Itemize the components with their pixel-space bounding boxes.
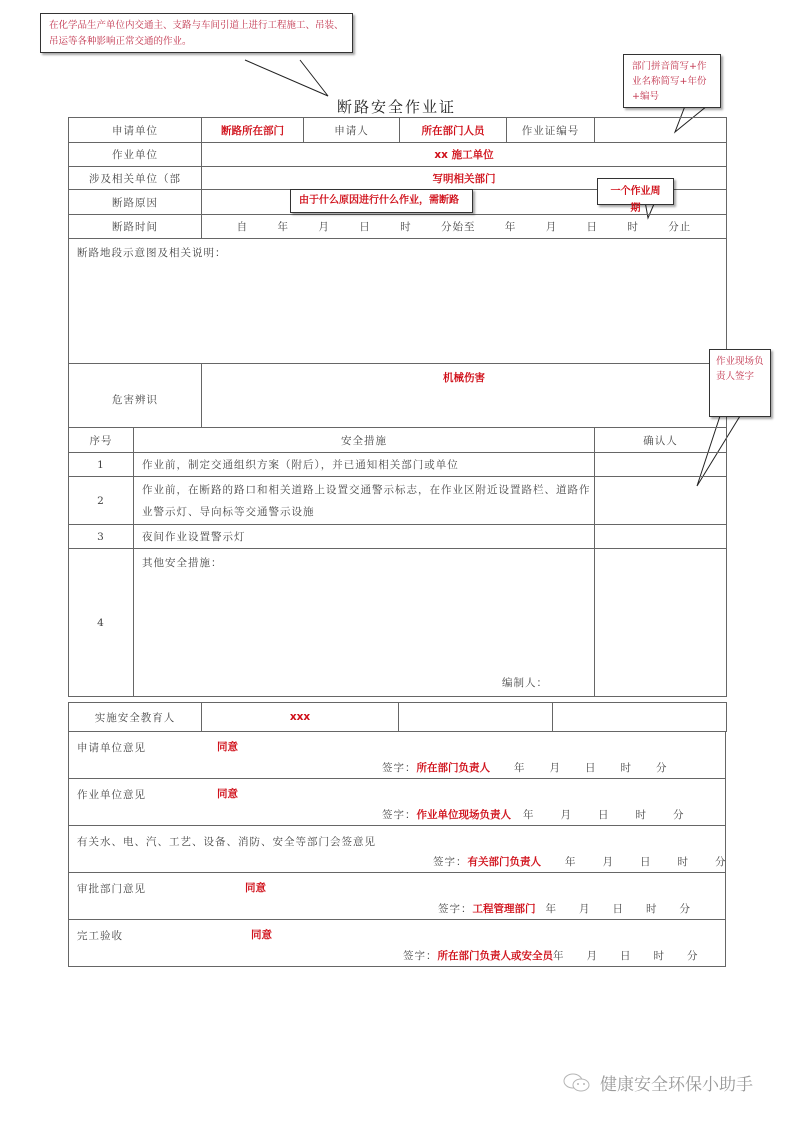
measure-no: 4: [69, 549, 134, 697]
opinion-label: 作业单位意见: [77, 789, 146, 801]
time-unit: 时: [653, 950, 665, 962]
opinion-approval-department[interactable]: [69, 873, 726, 920]
permit-number-label: 作业证编号: [507, 118, 595, 143]
related-units-label: 涉及相关单位（部: [69, 167, 202, 190]
callout-signer-note: 作业现场负责人签字: [709, 349, 771, 417]
opinion-label: 申请单位意见: [77, 742, 146, 754]
time-part: 日: [359, 221, 371, 233]
opinion-agree: 同意: [217, 788, 238, 800]
time-unit: 日: [620, 950, 632, 962]
time-part: 日: [586, 221, 599, 233]
opinion-label: 审批部门意见: [77, 883, 146, 895]
signer: 工程管理部门: [472, 903, 536, 915]
hazard-value[interactable]: 机械伤害: [202, 364, 727, 428]
callout-scope-note: 在化学品生产单位内交通主、支路与车间引道上进行工程施工、吊装、吊运等各种影响正常交通的作业。: [40, 13, 353, 53]
sign-label: 签字：: [403, 950, 438, 962]
measure-text: 夜间作业设置警示灯: [134, 525, 595, 549]
measure-confirm-field[interactable]: [595, 549, 727, 697]
time-unit: 日: [612, 903, 624, 915]
time-part: 月: [545, 221, 558, 233]
time-unit: 分: [673, 809, 685, 821]
opinion-label: 完工验收: [77, 930, 123, 942]
time-unit: 年: [565, 856, 577, 868]
other-measures-field[interactable]: [134, 549, 595, 697]
opinion-completion-acceptance[interactable]: [69, 920, 726, 967]
other-measures-label: 其他安全措施：: [142, 557, 223, 569]
sketch-area[interactable]: [69, 239, 727, 364]
sign-label: 签字：: [382, 762, 417, 774]
time-part: 时: [400, 221, 412, 233]
educator-value[interactable]: xxx: [202, 703, 399, 732]
time-part: 自: [236, 221, 249, 233]
sign-label: 签字：: [438, 903, 473, 915]
signer: 有关部门负责人: [467, 856, 541, 868]
work-unit-label: 作业单位: [69, 143, 202, 167]
applicant-value[interactable]: 所在部门人员: [400, 118, 507, 143]
applicant-unit-label: 申请单位: [69, 118, 202, 143]
educator-extra-field[interactable]: [553, 703, 727, 732]
opinions-table: [68, 731, 726, 967]
time-unit: 月: [560, 809, 572, 821]
time-unit: 月: [602, 856, 614, 868]
measure-text: 作业前，制定交通组织方案（附后），并已通知相关部门或单位: [134, 453, 595, 477]
educator-table: [68, 702, 727, 732]
measures-header-measure: 安全措施: [134, 428, 595, 453]
time-field[interactable]: [202, 215, 727, 239]
time-unit: 日: [598, 809, 610, 821]
time-unit: 分: [679, 903, 691, 915]
sign-label: 签字：: [382, 809, 417, 821]
educator-extra-field[interactable]: [399, 703, 553, 732]
time-unit: 分: [715, 856, 727, 868]
opinion-agree: 同意: [251, 929, 272, 941]
time-unit: 年: [545, 903, 557, 915]
time-unit: 时: [677, 856, 689, 868]
callout-reason-note: 由于什么原因进行什么作业，需断路: [290, 189, 473, 213]
reason-label: 断路原因: [69, 190, 202, 215]
sign-label: 签字：: [433, 856, 468, 868]
signer: 作业单位现场负责人: [416, 809, 511, 821]
time-unit: 月: [586, 950, 598, 962]
time-unit: 分: [687, 950, 699, 962]
time-part: 分止: [668, 221, 692, 233]
watermark-text: 健康安全环保小助手: [600, 1075, 753, 1095]
time-unit: 日: [640, 856, 652, 868]
opinion-related-departments[interactable]: [69, 826, 726, 873]
permit-number-field[interactable]: [595, 118, 727, 143]
time-label: 断路时间: [69, 215, 202, 239]
measure-no: 1: [69, 453, 134, 477]
related-units-value[interactable]: 写明相关部门: [202, 167, 727, 190]
time-unit: 年: [514, 762, 526, 774]
time-unit: 时: [646, 903, 658, 915]
measure-no: 3: [69, 525, 134, 549]
time-part: 月: [318, 221, 330, 233]
opinion-agree: 同意: [217, 741, 238, 753]
measure-text: 作业前，在断路的路口和相关道路上设置交通警示标志，在作业区附近设置路栏、道路作业警示灯、导向标等交通警示设施: [134, 477, 595, 525]
measure-no: 2: [69, 477, 134, 525]
watermark: [562, 1070, 753, 1095]
measure-confirm-field[interactable]: [595, 453, 727, 477]
time-unit: 月: [549, 762, 561, 774]
time-unit: 分: [656, 762, 668, 774]
opinion-agree: 同意: [245, 882, 266, 894]
educator-label: 实施安全教育人: [69, 703, 202, 732]
measures-header-no: 序号: [69, 428, 134, 453]
opinion-applicant-unit[interactable]: [69, 732, 726, 779]
page-title: 断路安全作业证: [336, 98, 456, 116]
time-unit: 日: [585, 762, 597, 774]
measures-header-confirm: 确认人: [595, 428, 727, 453]
hazard-label: 危害辨识: [69, 364, 202, 428]
time-part: 时: [627, 221, 639, 233]
callout-period-note: 一个作业周期: [597, 178, 674, 205]
time-unit: 时: [635, 809, 647, 821]
signer: 所在部门负责人或安全员: [437, 950, 553, 962]
time-unit: 月: [579, 903, 591, 915]
time-part: 年: [504, 221, 517, 233]
measure-confirm-field[interactable]: [595, 525, 727, 549]
work-unit-value[interactable]: xx 施工单位: [202, 143, 727, 167]
applicant-label: 申请人: [304, 118, 400, 143]
measure-confirm-field[interactable]: [595, 477, 727, 525]
time-unit: 年: [523, 809, 535, 821]
time-part: 年: [277, 221, 290, 233]
time-unit: 时: [620, 762, 632, 774]
time-unit: 年: [553, 950, 565, 962]
applicant-unit-value[interactable]: 断路所在部门: [202, 118, 304, 143]
callout-permit-number-note: 部门拼音简写+作业名称简写+年份+编号: [623, 54, 721, 108]
time-part: 分始至: [440, 221, 476, 233]
compiler-label: 编制人：: [502, 677, 548, 689]
opinion-work-unit[interactable]: [69, 779, 726, 826]
opinion-label: 有关水、电、汽、工艺、设备、消防、安全等部门会签意见: [77, 836, 376, 848]
wechat-icon: [562, 1072, 592, 1094]
signer: 所在部门负责人: [416, 762, 490, 774]
sketch-label: 断路地段示意图及相关说明：: [77, 247, 227, 259]
